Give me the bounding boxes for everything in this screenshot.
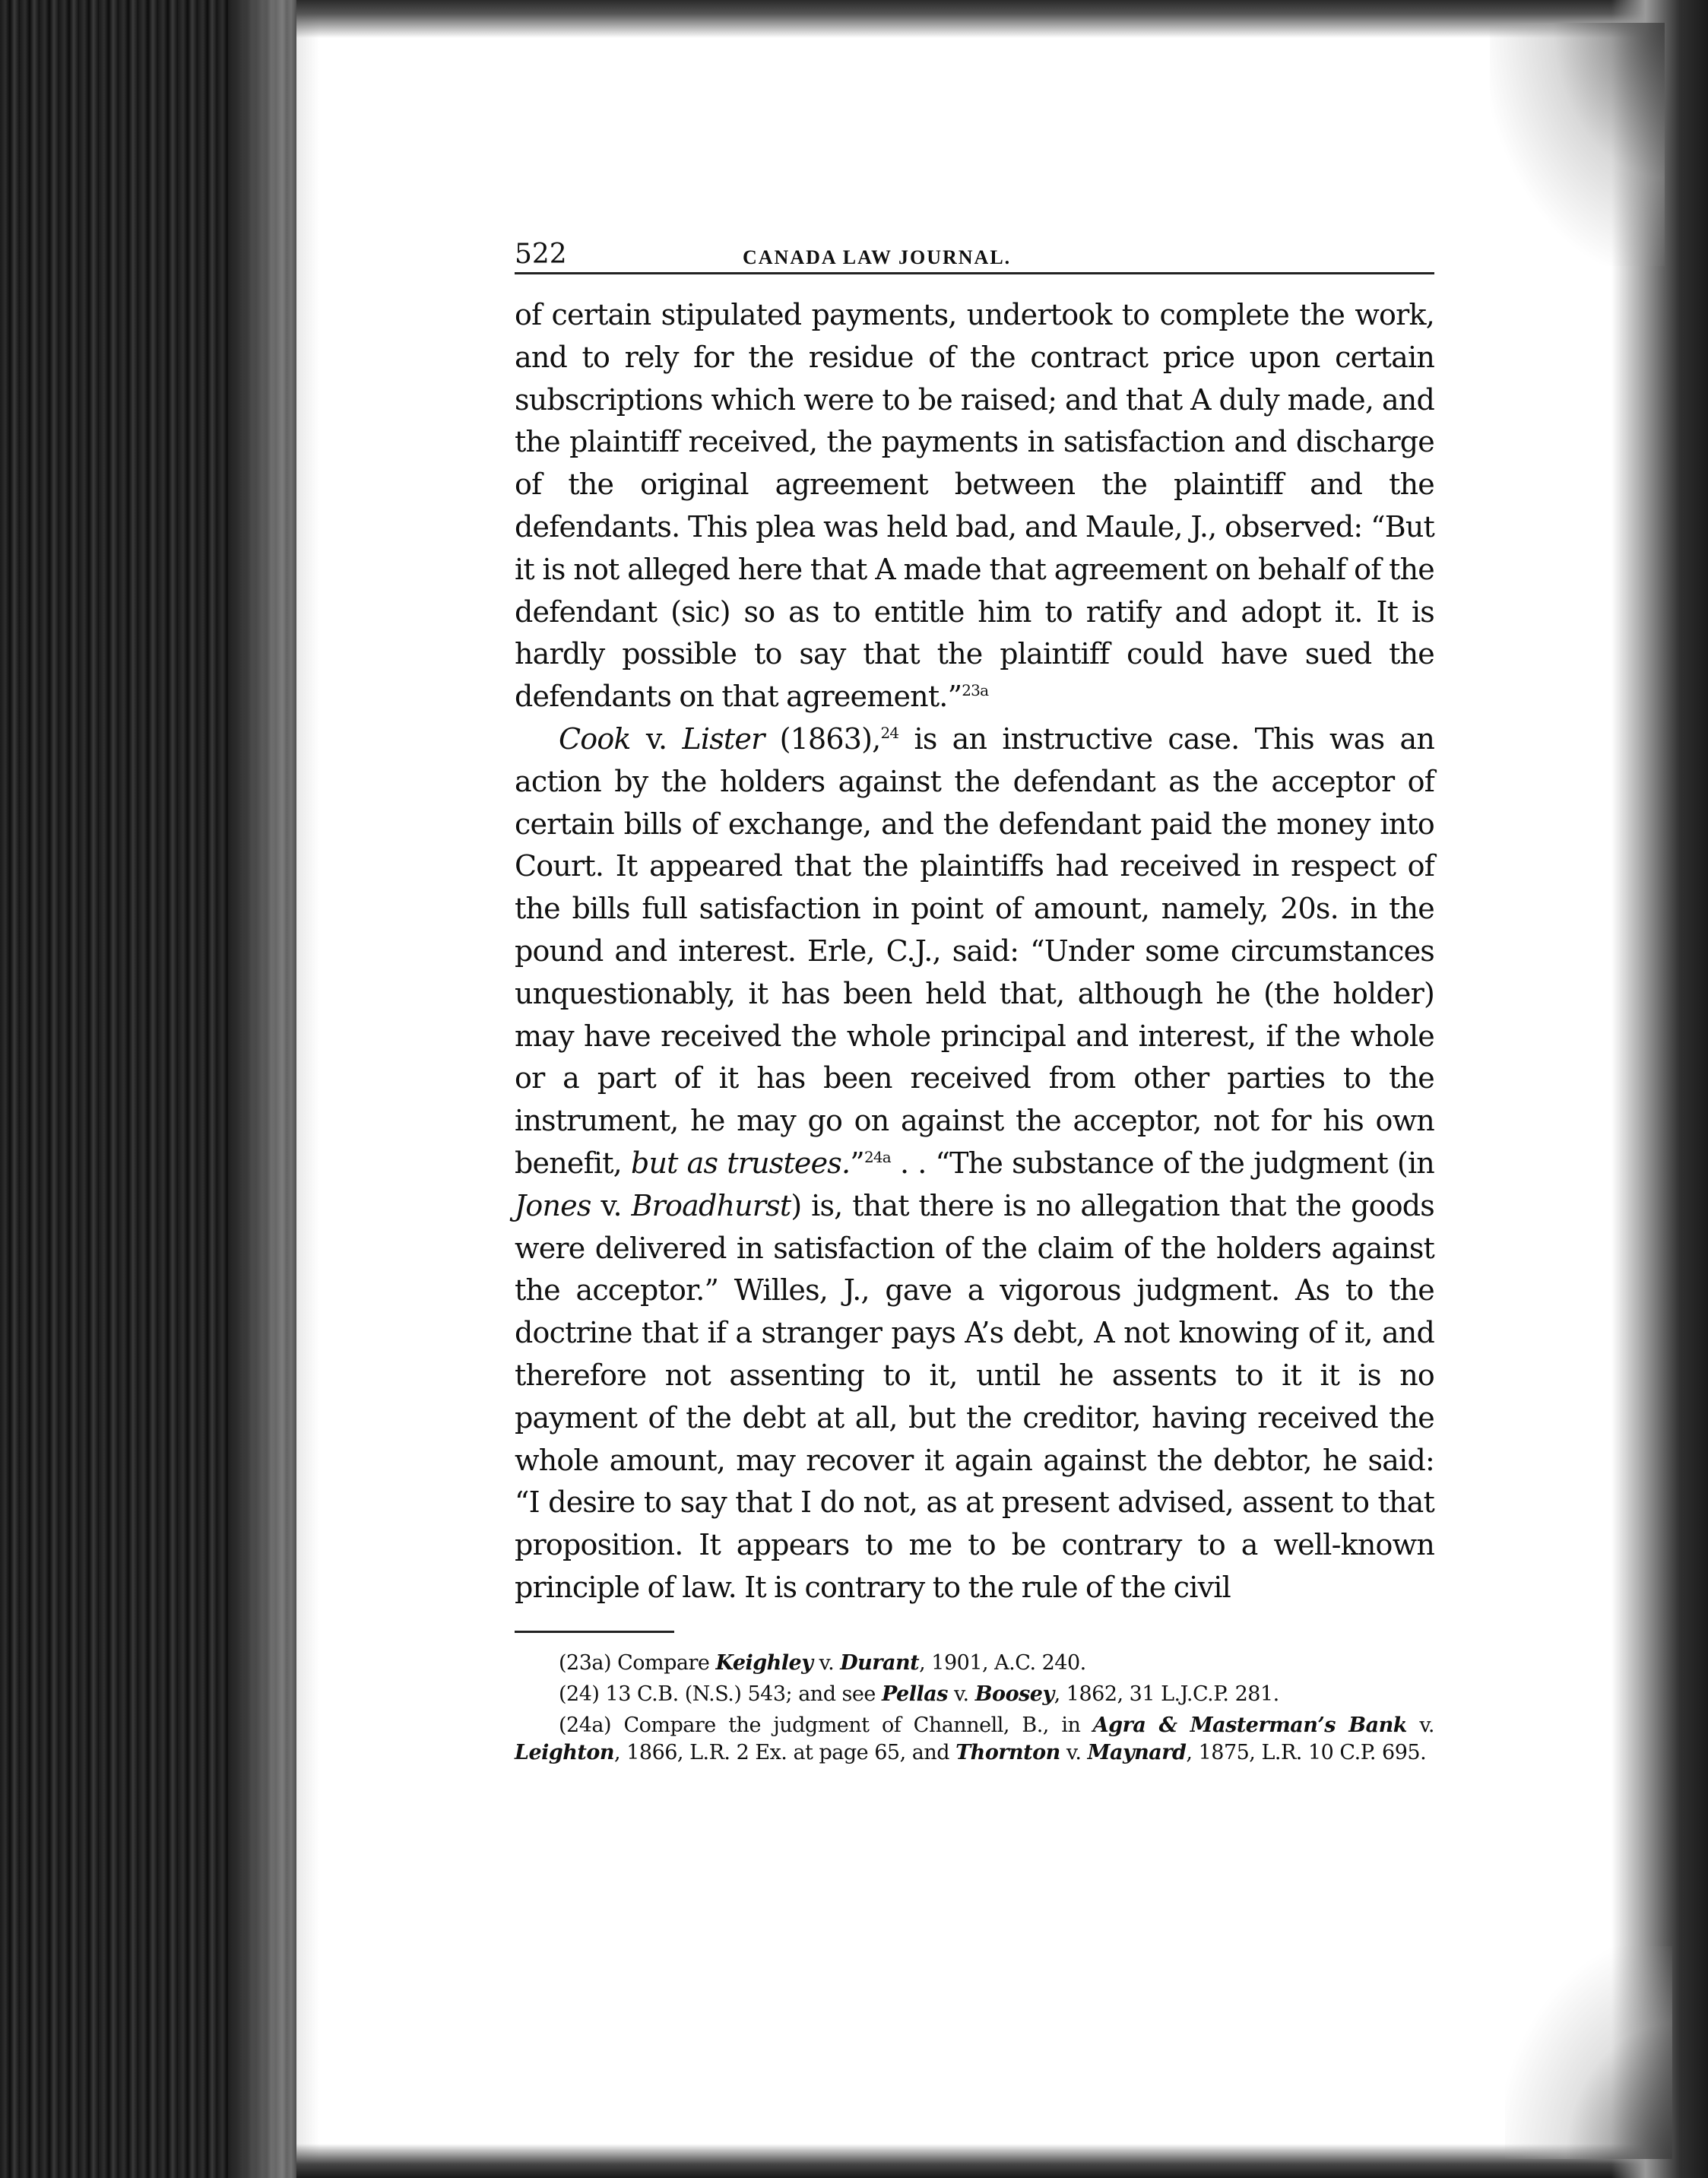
page-content: [515, 228, 1434, 1771]
footnote-text: , 1866, L.R. 2 Ex. at page 65, and: [614, 1740, 956, 1764]
page-right-edge: [1611, 0, 1708, 2178]
footnote-ref-23a: 23a: [962, 681, 989, 700]
footnote-mark: (24): [559, 1682, 600, 1706]
case-name: Boosey: [974, 1682, 1054, 1706]
footnote-mark: (24a): [559, 1713, 612, 1737]
footnote-text: Compare the judgment of Channell, B., in: [611, 1713, 1093, 1737]
case-name: Agra & Masterman’s Bank: [1092, 1713, 1407, 1737]
paragraph-1-text: of certain stipulated payments, undertook to complete the work, and to rely for the residue of the contract price upon certain subscriptions which were to be raised; and that A duly made, and the plaintiff received, the payments in satisfaction and discharge of the original agreement between the plaintiff and the defendants. This plea was held bad, and Maule, J., observed: “But it is not alleged here that A made that agreement on behalf of the defendant (sic) so as to entitle him to ratify and adopt it. It is hardly possible to say that the plaintiff could have sued the defendants on that agreement.”: [515, 298, 1434, 714]
footnote-divider: [515, 1631, 674, 1633]
scan-corner-shadow-top: [1490, 23, 1665, 266]
scan-corner-shadow-bottom: [1505, 1946, 1672, 2159]
body-text: [515, 294, 1434, 1609]
running-head: [515, 228, 1434, 274]
versus-text: v.: [813, 1650, 841, 1675]
case-name: Jones: [515, 1188, 591, 1222]
footnote-text: , 1875, L.R. 10 C.P. 695.: [1186, 1740, 1427, 1764]
case-name: Maynard: [1087, 1740, 1187, 1764]
paragraph-cook-v-lister: [515, 718, 1434, 1609]
case-name: Leighton: [515, 1740, 615, 1764]
footnote-24a: [515, 1712, 1434, 1767]
footnote-ref-24: 24: [880, 723, 899, 742]
versus-text: v.: [1406, 1713, 1435, 1737]
footnote-23a: [515, 1650, 1434, 1677]
versus-text: v.: [630, 721, 683, 756]
footnote-text: , 1901, A.C. 240.: [919, 1650, 1086, 1675]
footnote-text: 13 C.B. (N.S.) 543; and see: [599, 1682, 882, 1706]
footnote-24: [515, 1681, 1434, 1708]
footnote-text: Compare: [611, 1650, 716, 1675]
journal-title: CANADA LAW JOURNAL.: [743, 246, 1012, 268]
case-name: Durant: [840, 1650, 920, 1675]
footnotes: [515, 1650, 1434, 1767]
case-name: Pellas: [881, 1682, 948, 1706]
page-number: 522: [515, 239, 567, 270]
case-name: Cook: [559, 721, 631, 756]
case-name: Lister: [682, 721, 765, 756]
italic-phrase: but as trustees.: [630, 1146, 851, 1180]
gutter-shadow: [228, 0, 319, 2178]
page-bottom-edge: [296, 2144, 1708, 2178]
footnote-text: , 1862, 31 L.J.C.P. 281.: [1054, 1682, 1279, 1706]
paragraph-text: ”: [850, 1146, 864, 1180]
paragraph-text: is an instructive case. This was an action by the holders against the defendant as the acceptor of certain bills of exchange, and the defendant paid the money into Court. It appeared that the plaintiffs had received in respect of the bills full satisfaction in point of amount, namely, 20s. in the pound and interest. Erle, C.J., said: “Under some circumstances unquestionably, it has been held that, although he (the holder) may have received the whole principal and interest, if the whole or a part of it has been received from other parties to the instrument, he may go on against the acceptor, not for his own benefit,: [515, 721, 1434, 1180]
paragraph-continuation: [515, 294, 1434, 718]
versus-text: v.: [591, 1188, 632, 1222]
paragraph-text: . . “The substance of the judgment (in: [890, 1146, 1434, 1180]
footnote-ref-24a: 24a: [864, 1147, 891, 1166]
versus-text: v.: [947, 1682, 975, 1706]
paragraph-text: ) is, that there is no allegation that the goods were delivered in satisfaction of the claim of the holders against the acceptor.” Willes, J., gave a vigorous judgment. As to the doctrine that if a stranger pays A’s debt, A not knowing of it, and therefore not assenting to it, until he assents to it it is no payment of the debt at all, but the creditor, having received the whole amount, may recover it again against the debtor, he said: “I desire to say that I do not, as at present advised, assent to that proposition. It appears to me to be contrary to a well-known principle of law. It is contrary to the rule of the civil: [515, 1188, 1435, 1604]
paragraph-text: (1863),: [764, 721, 881, 756]
versus-text: v.: [1060, 1740, 1088, 1764]
case-name: Keighley: [715, 1650, 813, 1675]
footnote-mark: (23a): [559, 1650, 612, 1675]
case-name: Thornton: [955, 1740, 1060, 1764]
case-name: Broadhurst: [631, 1188, 791, 1222]
